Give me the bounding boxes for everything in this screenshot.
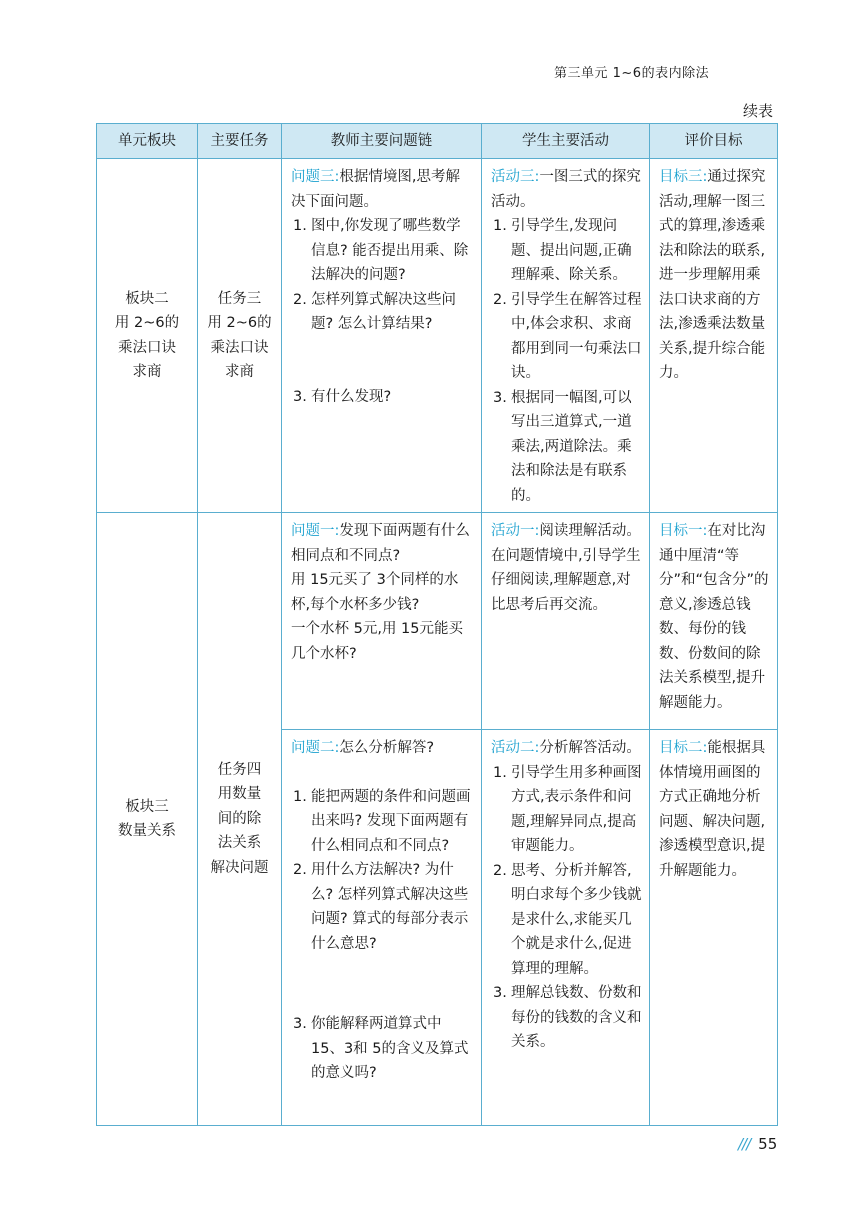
list-item: 3. 你能解释两道算式中 15、3和 5的含义及算式的意义吗?: [293, 1016, 469, 1081]
list-item: 1. 能把两题的条件和问题画出来吗? 发现下面两题有什么相同点和不同点?: [293, 788, 471, 854]
student-activity-cell: [482, 159, 650, 513]
question-text: 发现下面两题有什么相同点和不同点?: [291, 523, 470, 564]
goal-cell: [650, 513, 778, 730]
module-line: 乘法口诀: [118, 339, 176, 356]
list-item: 2. 思考、分析并解答,明白求每个多少钱就是求什么,求能买几个就是求什么,促进算理的理解。: [493, 862, 642, 977]
question-text: 根据情境图,思考解决下面问题。: [291, 169, 460, 210]
goal-text: 通过探究活动,理解一图三式的算理,渗透乘法和除法的联系,进一步理解用乘法口诀求商的方法,渗透乘法数量关系,提升综合能力。: [659, 169, 766, 381]
header-evaluation-goals: 评价目标: [650, 124, 778, 159]
list-item: 1. 引导学生用多种画图方式,表示条件和问题,理解异同点,提高审题能力。: [493, 764, 642, 854]
lesson-plan-table: [96, 123, 778, 1126]
task-line: 任务三: [217, 290, 262, 307]
list-item: 1. 图中,你发现了哪些数学信息? 能否提出用乘、除法解决的问题?: [293, 218, 469, 283]
header-teacher-questions: 教师主要问题链: [282, 124, 482, 159]
activity-text: 阅读理解活动。: [539, 523, 641, 539]
list-item: 3. 有什么发现?: [293, 388, 392, 405]
running-head: 第三单元 1~6的表内除法: [554, 66, 710, 81]
task-line: 求商: [225, 364, 254, 380]
task-cell: [198, 513, 282, 1126]
header-task: 主要任务: [198, 124, 282, 159]
table-row: [97, 513, 778, 730]
goal-cell: [650, 159, 778, 513]
task-line: 用 2~6的: [207, 315, 272, 331]
continued-label: 续表: [743, 102, 774, 120]
table-header-row: [97, 124, 778, 159]
activity-label: 活动一:: [491, 523, 540, 539]
page-number-value: 55: [758, 1135, 778, 1153]
activity-label: 活动三:: [491, 169, 540, 185]
problem-text: 一个水杯 5元,用 15元能买几个水杯?: [291, 621, 464, 662]
task-line: 解决问题: [210, 859, 269, 876]
goal-text: 在对比沟通中厘清“等分”和“包含分”的意义,渗透总钱数、每份的钱数、份数间的除法关系模型,提升解题能力。: [659, 523, 769, 711]
activity-detail: 在问题情境中,引导学生仔细阅读,理解题意,对比思考后再交流。: [491, 547, 641, 613]
goal-label: 目标二:: [659, 740, 708, 756]
list-item: 2. 用什么方法解决? 为什么? 怎样列算式解决这些问题? 算式的每部分表示什么意思?: [293, 862, 469, 952]
teacher-question-cell: [282, 159, 482, 513]
module-line: 数量关系: [118, 823, 176, 839]
activity-label: 活动二:: [491, 740, 540, 756]
module-line: 用 2~6的: [114, 315, 180, 331]
task-line: 乘法口诀: [210, 339, 269, 356]
list-item: 2. 怎样列算式解决这些问题? 怎么计算结果?: [293, 291, 456, 332]
module-line: 板块二: [125, 290, 169, 307]
list-item: 1. 引导学生,发现问题、提出问题,正确理解乘、除关系。: [493, 218, 632, 283]
goal-label: 目标三:: [659, 169, 708, 185]
module-line: 求商: [132, 364, 162, 380]
table-row: [97, 159, 778, 513]
task-line: 任务四: [217, 761, 262, 778]
question-label: 问题二:: [291, 740, 340, 756]
task-cell: [198, 159, 282, 513]
question-label: 问题三:: [291, 169, 340, 185]
teacher-question-cell: [282, 730, 482, 1126]
problem-text: 用 15元买了 3个同样的水杯,每个水杯多少钱?: [291, 572, 459, 613]
module-line: 板块三: [125, 798, 169, 815]
student-activity-cell: [482, 730, 650, 1126]
student-activity-cell: [482, 513, 650, 730]
question-text: 怎么分析解答?: [339, 740, 435, 756]
goal-text: 能根据具体情境用画图的方式正确地分析问题、解决问题,渗透模型意识,提升解题能力。: [659, 740, 766, 879]
goal-label: 目标一:: [659, 523, 708, 539]
task-line: 法关系: [217, 835, 262, 852]
header-module: 单元板块: [97, 124, 198, 159]
module-cell: [97, 513, 198, 1126]
page-marker: ///: [738, 1135, 751, 1153]
activity-text: 分析解答活动。: [539, 740, 641, 756]
teacher-question-cell: [282, 513, 482, 730]
task-line: 用数量: [217, 786, 262, 803]
question-label: 问题一:: [291, 523, 340, 539]
list-item: 3. 根据同一幅图,可以写出三道算式,一道乘法,两道除法。乘法和除法是有联系的。: [493, 389, 632, 504]
activity-text: 一图三式的探究活动。: [491, 169, 641, 210]
module-cell: [97, 159, 198, 513]
page-number: [738, 1135, 777, 1153]
list-item: 3. 理解总钱数、份数和每份的钱数的含义和关系。: [493, 985, 642, 1050]
goal-cell: [650, 730, 778, 1126]
header-student-activities: 学生主要活动: [482, 124, 650, 159]
list-item: 2. 引导学生在解答过程中,体会求积、求商都用到同一句乘法口诀。: [493, 291, 642, 381]
task-line: 间的除: [217, 810, 262, 827]
